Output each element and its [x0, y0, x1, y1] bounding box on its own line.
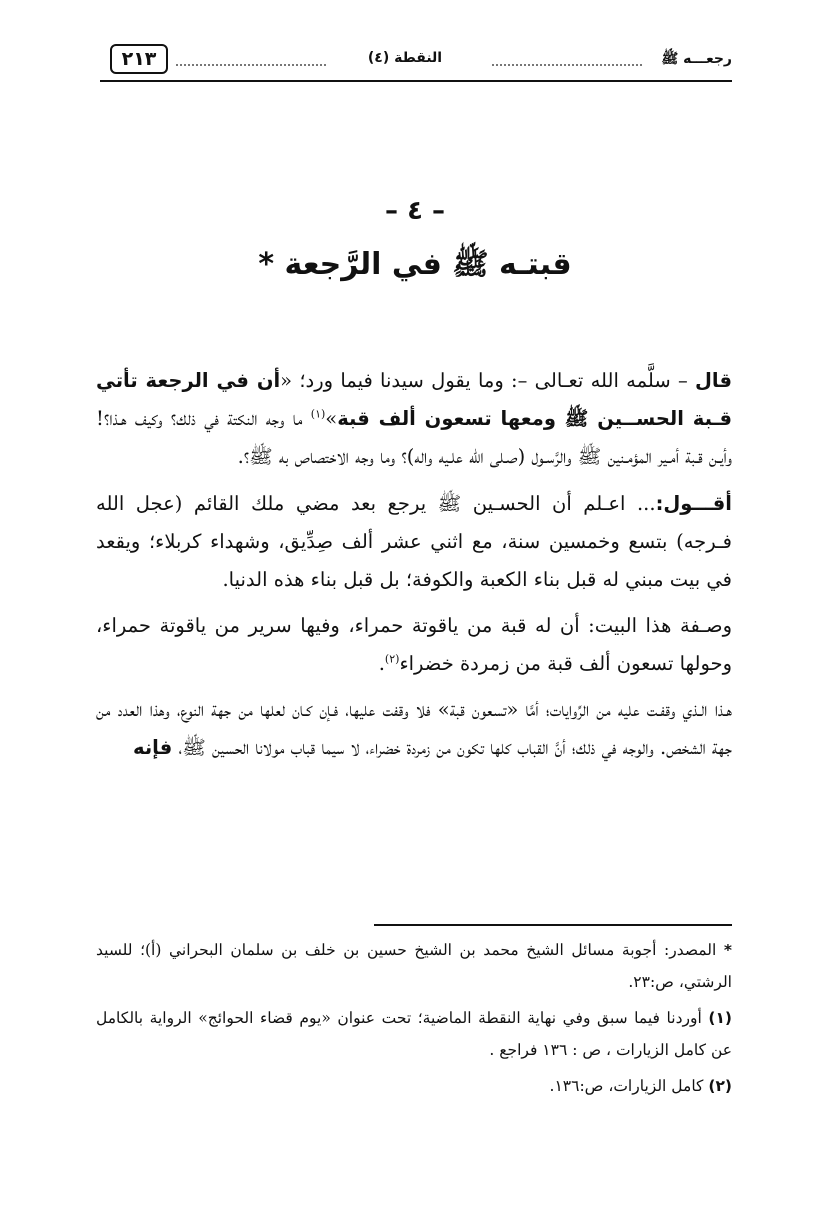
header-dotted-leader [492, 64, 642, 66]
paragraph-text: هـذا الـذي وقفـت عليه من الرِّوايات؛ أمَّا «تسعون قبة» فلا وقفت عليها، فـإن كـان لعلها من جهة النوع، وهذا العدد من جهة الشخص. والوجه في ذلك؛ أنَّ القباب كلها تكون من زمردة خضراء، لا سيما قباب مولانا الحسين ﷺ، [96, 698, 732, 759]
paragraph-description [96, 607, 732, 683]
paragraph-text: . [378, 652, 385, 675]
header-dotted-leader [176, 64, 326, 66]
chapter-title: قبتـه ﷺ في الرَّجعة * [258, 247, 572, 282]
footnote-2 [96, 1070, 732, 1102]
footnote-ref: (٢) [384, 652, 400, 666]
running-header [100, 44, 732, 82]
footnote-text: كامل الزيارات، ص:١٣٦. [549, 1077, 709, 1095]
page-number: ٢١٣ [110, 44, 168, 74]
footnote-1 [96, 1002, 732, 1066]
header-book-title: رجعـــه ﷺ [661, 51, 732, 67]
paragraph-text: ما وجه النكتة في ذلك؟ وكيف هـذا؟! وأيـن قـبة أمـير المؤمـنين ﷺ والرَّسـول (صـلى الله علـيه واله)؟ وما وجه الاختصاص به ﷺ؟. [96, 407, 732, 468]
footnote-text: المصدر: أجوبة مسائل الشيخ محمد بن الشيخ حسين بن خلف بن سلمان البحراني (أ)؛ للسيد الرشتي، ص:٢٣. [96, 941, 732, 991]
header-section-title: النقطة (٤) [367, 50, 443, 66]
footnote-source [96, 934, 732, 998]
body-text [96, 362, 732, 775]
paragraph-text: » [325, 407, 338, 430]
paragraph-question [96, 362, 732, 476]
footnote-mark: (١) [708, 1009, 732, 1027]
paragraph-tail: فإنه [133, 736, 173, 759]
paragraph-lead: قال [694, 369, 732, 392]
footnote-ref: (١) [310, 407, 326, 421]
paragraph-text: ... اعـلم أن الحسـين ﷺ يرجع بعد مضي ملك القائم (عجل الله فـرجه) بتسع وخمسين سنة، مع اثني عشر ألف صِدِّيق، وشهداء كربلاء؛ ويقعد في بيت مبني له قبل بناء الكعبة والكوفة؛ بل قبل بناء هذه الدنيا. [96, 492, 732, 591]
paragraph-discussion [96, 691, 732, 767]
paragraph-answer [96, 485, 732, 599]
footnote-rule [374, 924, 732, 926]
paragraph-text: وصـفة هذا البيت: أن له قبة من ياقوتة حمراء، وفيها سرير من ياقوتة حمراء، وحولها تسعون ألف قبة من زمردة خضراء [96, 614, 732, 675]
footnote-text: أوردنا فيما سبق وفي نهاية النقطة الماضية؛ تحت عنوان «يوم قضاء الحوائج» الرواية بالكامل عن كامل الزيارات ، ص : ١٣٦ فراجع . [96, 1009, 732, 1059]
paragraph-text: – سلَّمه الله تعـالى –: وما يقول سيدنا فيما ورد؛ « [280, 369, 695, 392]
footnote-mark: * [723, 941, 732, 959]
quoted-narration: أن في الرجعة تأتي قـبة الحســين ﷺ ومعها تسعون ألف قبة [96, 369, 732, 430]
chapter-number: – ٤ – [385, 196, 445, 226]
header-rule [100, 80, 732, 82]
footnote-mark: (٢) [708, 1077, 732, 1095]
footnotes [96, 934, 732, 1106]
paragraph-lead: أقـــول: [655, 492, 732, 515]
